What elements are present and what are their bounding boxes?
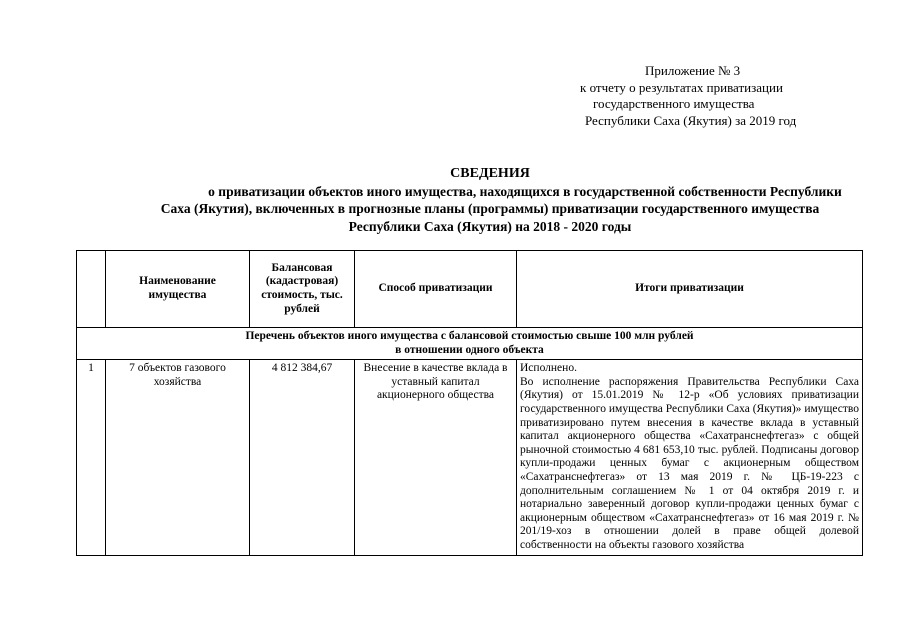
header-value: Балансовая (кадастровая) стоимость, тыс. рублей [250, 251, 355, 328]
cell-num: 1 [77, 360, 106, 555]
appendix-line: государственного имущества [593, 96, 755, 111]
header-num [77, 251, 106, 328]
result-line: Во исполнение распоряжения Правительства Республики Саха (Якутия) от 15.01.2019 № 12-р «Об условиях приватизации государственного имущества Республики Саха (Якутия)» имущество приватизировано путем внесения в качестве вклада в уставный капитал акционерного общества «Сахатранснефтегаз» с общей рыночной стоимостью 4 681 653,10 тыс. рублей. Подписаны договор купли-продажи ценных бумаг с акционерным обществом «Сахатранснефтегаз» от 13 мая 2019 г. № ЦБ-19-223 с дополнительным соглашением № 1 от 04 октября 2019 г. и нотариально заверенный договор купли-продажи ценных бумаг с акционерным обществом «Сахатранснефтегаз» от 16 мая 2019 г. № 201/19-хоз в отношении долей в праве общей долевой собственности на объекты газового хозяйства [520, 375, 859, 551]
cell-result [517, 360, 863, 555]
appendix-line: Республики Саха (Якутия) за 2019 год [585, 112, 797, 128]
header-method: Способ приватизации [355, 251, 517, 328]
cell-name: 7 объектов газового хозяйства [106, 360, 250, 555]
section-line: Перечень объектов иного имущества с балансовой стоимостью свыше 100 млн рублей [245, 330, 694, 342]
table-row [77, 360, 863, 555]
header-result: Итоги приватизации [517, 251, 863, 328]
appendix-line: к отчету о результатах приватизации [580, 79, 783, 95]
title-line: Республики Саха (Якутия) на 2018 - 2020 годы [348, 218, 632, 234]
table-header-row [77, 251, 863, 328]
cell-value: 4 812 384,67 [250, 360, 355, 555]
appendix-block [575, 63, 875, 129]
cell-method: Внесение в качестве вклада в уставный капитал акционерного общества [355, 360, 517, 555]
title-line: о приватизации объектов иного имущества, находящихся в государственной собственности Республики [208, 183, 842, 199]
appendix-number: Приложение № 3 [645, 63, 741, 78]
section-row [77, 328, 863, 360]
section-title [77, 328, 863, 360]
title-line: Саха (Якутия), включенных в прогнозные планы (программы) приватизации государственного имущества [160, 201, 820, 216]
section-line: в отношении одного объекта [395, 343, 544, 356]
title-heading: СВЕДЕНИЯ [450, 166, 530, 181]
document-title [70, 165, 905, 235]
header-name: Наименование имущества [106, 251, 250, 328]
result-line: Исполнено. [520, 362, 577, 375]
privatization-table [76, 250, 863, 556]
